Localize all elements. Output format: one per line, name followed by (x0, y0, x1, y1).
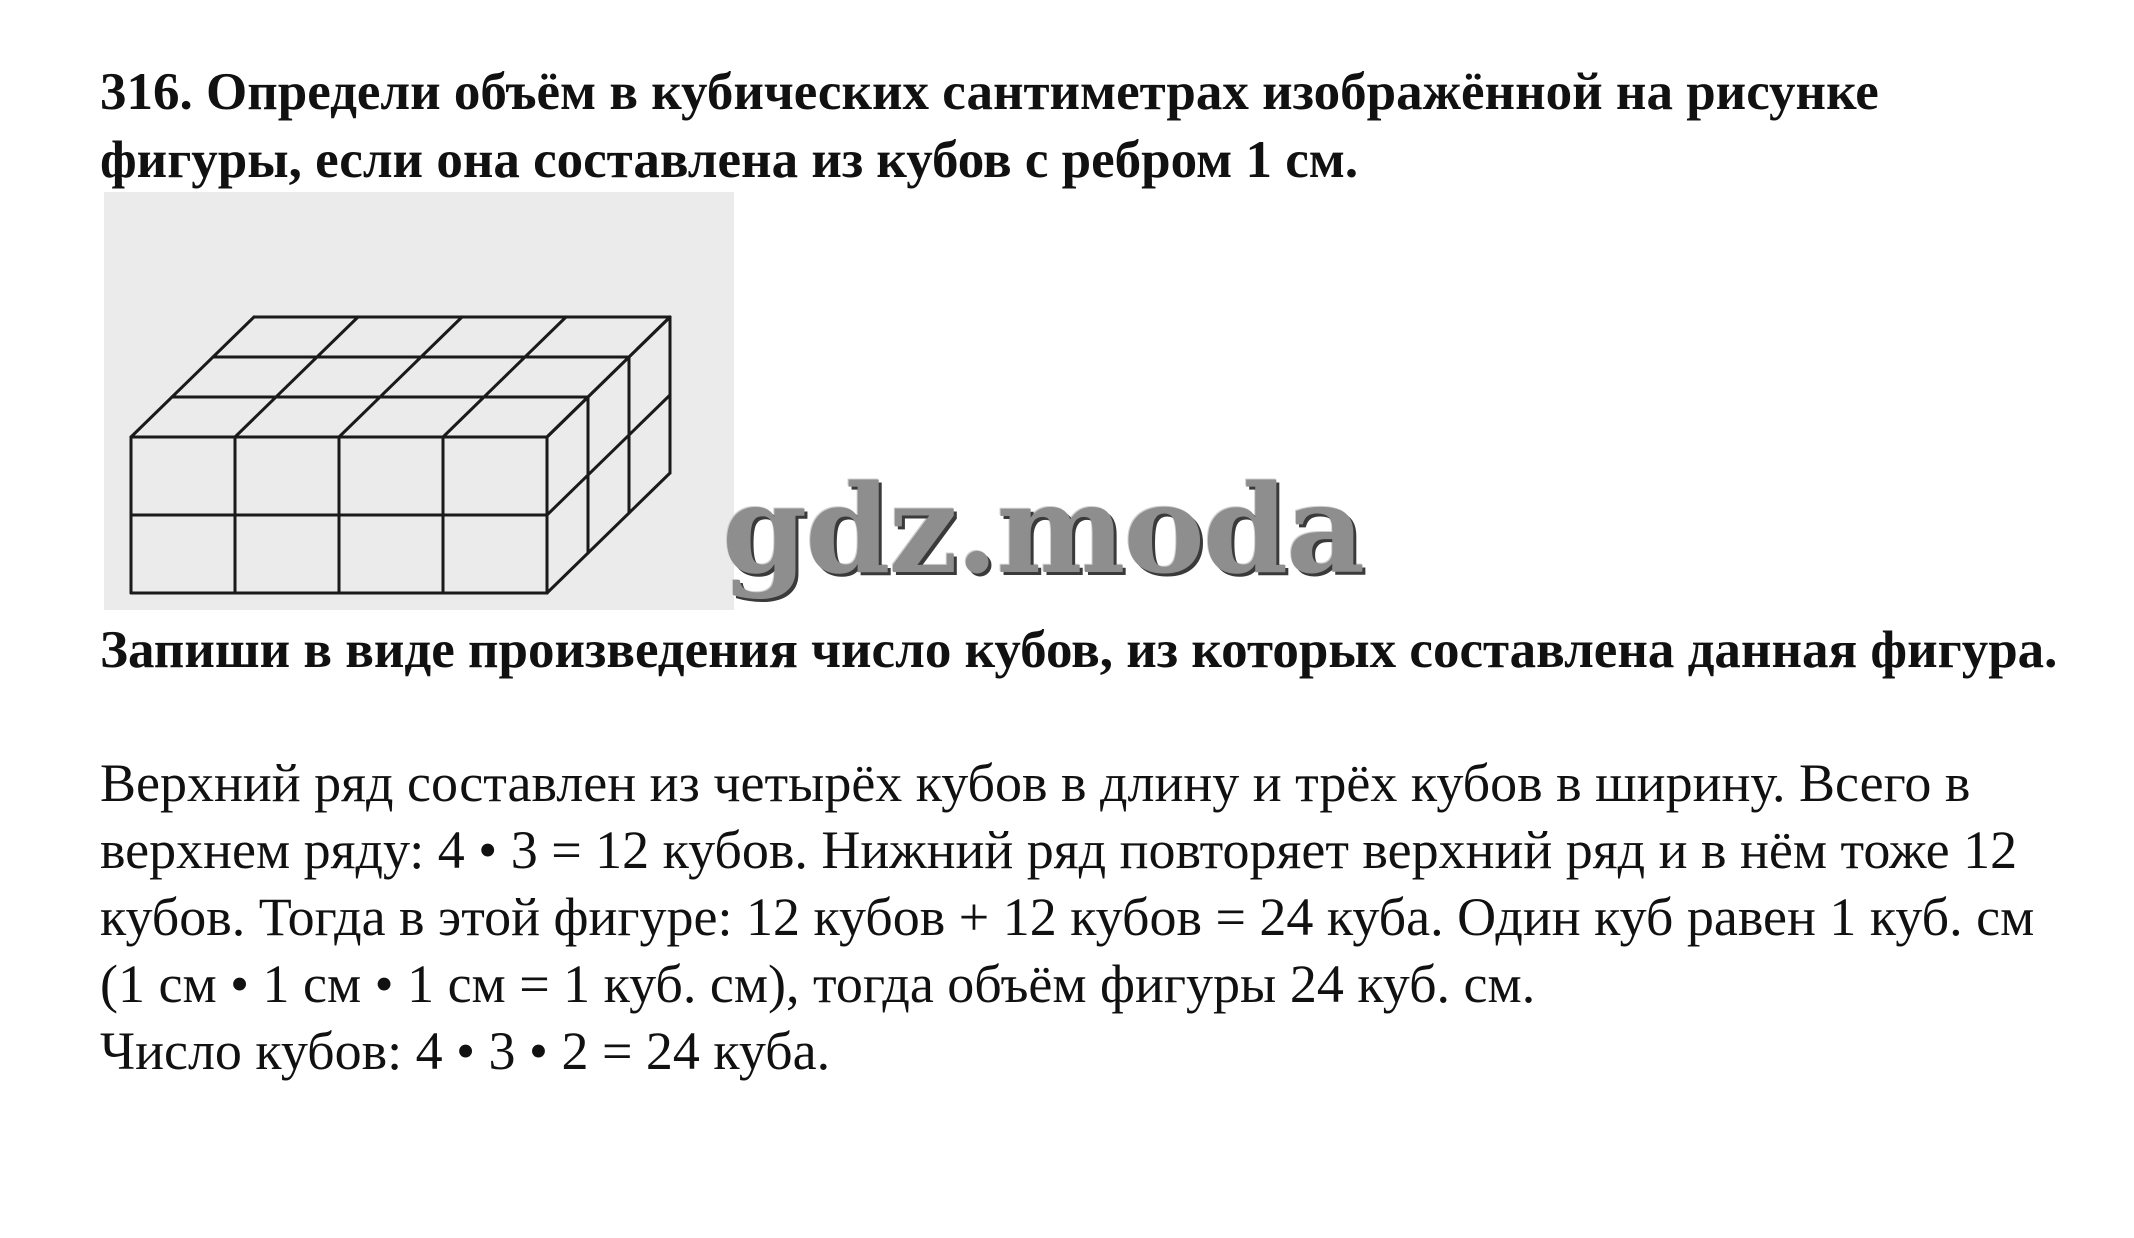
top-face-edge (339, 317, 462, 437)
side-face-edge (547, 395, 670, 515)
top-face-edge (131, 317, 254, 437)
task-title: 316. Определи объём в кубических сантиметрах изображённой на рисунке фигуры, если она составлена из кубов с ребром 1 см. (100, 63, 1879, 189)
cube-figure (104, 192, 734, 610)
answer-result: Число кубов: 4 • 3 • 2 = 24 куба. (100, 1021, 831, 1081)
top-face-edge (235, 317, 358, 437)
side-face-edge (547, 473, 670, 593)
top-face-edge (443, 317, 566, 437)
question-text: Запиши в виде произведения число кубов, из которых составлена данная фигура. (100, 621, 2058, 679)
answer-block (100, 750, 2090, 1085)
watermark: gdz.moda (722, 457, 1364, 601)
side-face-edge (547, 317, 670, 437)
answer-paragraph: Верхний ряд составлен из четырёх кубов в длину и трёх кубов в ширину. Всего в верхнем ряду: 4 • 3 = 12 кубов. Нижний ряд повторяет верхний ряд и в нём тоже 12 кубов. Тогда в этой фигуре: 12 кубов + 12 кубов = 24 куба. Один куб равен 1 куб. см (1 см • 1 см • 1 см = 1 куб. см), тогда объём фигуры 24 куб. см. (100, 753, 2035, 1014)
rectangular-prism-of-cubes-icon (104, 192, 734, 610)
